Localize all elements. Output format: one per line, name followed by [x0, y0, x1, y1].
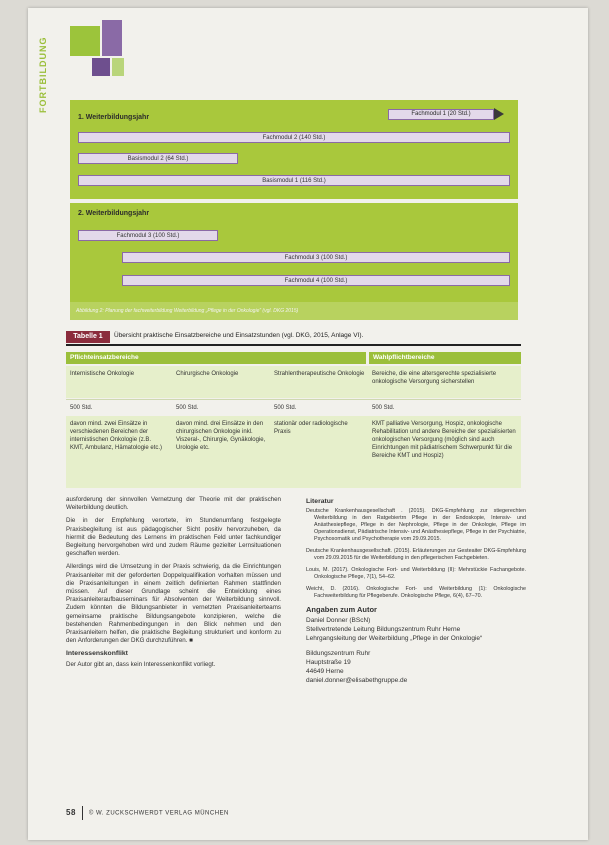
- module-bar-year2-0: Fachmodul 3 (100 Std.): [78, 230, 218, 241]
- table-cell: 500 Std.: [274, 405, 297, 411]
- literature-item: Weicht, D. (2016). Onkologische Fort- und Weiterbildung (1): Onkologische Fachweiterbildung für Pflegeberufe. Onkologische Pflege, 6(4), 67–70.: [306, 586, 526, 600]
- year2-label: 2. Weiterbildungsjahr: [78, 210, 150, 217]
- literature-item: Louis, M. (2017). Onkologische Fort- und Weiterbildung (II): Mehrstückie Fachangebote. Onkologische Pflege, 7(1), 54–62.: [306, 567, 526, 581]
- body-column-left: [66, 496, 281, 674]
- table-cell: Strahlentherapeutische Onkologie: [274, 371, 365, 377]
- table-cell: Internistische Onkologie: [70, 371, 135, 377]
- author-email[interactable]: daniel.donner@elisabethgruppe.de: [306, 677, 408, 685]
- table-rule: [66, 344, 521, 346]
- journal-logo: [70, 20, 125, 80]
- table-header-right: Wahlpflichtbereiche: [369, 352, 521, 364]
- module-bar-year1-0: Fachmodul 1 (20 Std.): [388, 109, 494, 120]
- body-paragraph: Allerdings wird die Umsetzung in der Praxis schwierig, da die Einrichtungen Praxisanleiter mit der geforderten Doppelqualifikation vorhalten müssen und die Praxisanleitungen in einem zeitlich definierten Rahmen stattfinden müssen. Auf dieser Grundlage scheint die Entwicklung eines Praxisanleiteraufbauseminars für Absolventen der Weiterbildung sinnvoll. Zudem könnten die Bildungsanbieter in vernetzten Praxisanleiterteams gemeinsame praktische Bildungsangebote konzipieren, welche die bestehenden Rahmenbedingungen in den Blick nehmen und den Praxisanleitern helfen, die praktische Begleitung strukturiert und konform zu den Anforderungen der DKG durchzuführen. ■: [66, 563, 281, 645]
- conflict-heading: Interessenskonflikt: [66, 650, 128, 658]
- author-line: 44649 Herne: [306, 668, 344, 676]
- author-line: Hauptstraße 19: [306, 659, 351, 667]
- figure-caption: Abbildung 2: Planung der fachweiterbildung Weiterbildung „Pflege in der Onkologie“ (vgl. DKG 2015): [70, 302, 518, 320]
- table-cell: KMT palliative Versorgung, Hospiz, onkologische Rehabilitation und andere Bereiche der spezialisierten onkologischen Versorgung (möglich sind auch Einrichtungen mit pädiatrischem Schwerpunkt für die Bereiche KMT und Hospiz): [372, 421, 516, 459]
- module-bar-year2-1: Fachmodul 3 (100 Std.): [122, 252, 510, 263]
- table-cell: Bereiche, die eine altersgerechte spezialisierte onkologische Versorgung sicherstellen: [372, 371, 497, 385]
- table-header-left: Pflichteinsatzbereiche: [66, 352, 366, 364]
- logo-square-purple: [102, 20, 122, 56]
- module-bar-year2-2: Fachmodul 4 (100 Std.): [122, 275, 510, 286]
- literature-heading: Literatur: [306, 498, 334, 505]
- body-paragraph: ausforderung der sinnvollen Vernetzung der Theorie mit der praktischen Weiterbildung deutlich.: [66, 496, 281, 512]
- page-footer: [66, 806, 229, 820]
- body-paragraph: Die in der Empfehlung verortete, im Stundenumfang festgelegte Praxisbegleitung ist aus pädagogischer Sicht positiv hervorzuheben, da hiermit die Bedeutung des Lernens im praktischen Feld unter fachkundiger Begleitung hervorgehoben wird und zudem Räume gezielter Lernsituationen geschaffen werden.: [66, 517, 281, 558]
- table-cell: 500 Std.: [176, 405, 199, 411]
- table-title: Übersicht praktische Einsatzbereiche und Einsatzstunden (vgl. DKG, 2015, Anlage VI).: [114, 332, 364, 339]
- module-bar-year1-1: Fachmodul 2 (140 Std.): [78, 132, 510, 143]
- table-cell: davon mind. drei Einsätze in den chirurgischen Onkologie inkl. Viszeral-, Chirurgie, Gynäkologie, Urologie etc.: [176, 421, 266, 451]
- logo-square-green: [70, 26, 100, 56]
- module-bar-year1-2: Basismodul 2 (64 Std.): [78, 153, 238, 164]
- year1-label: 1. Weiterbildungsjahr: [78, 114, 150, 121]
- author-line: Stellvertretende Leitung Bildungszentrum Ruhr Herne: [306, 626, 461, 634]
- training-plan-diagram: [70, 100, 518, 320]
- logo-square-light-green: [112, 58, 124, 76]
- body-column-right: [306, 496, 526, 685]
- table-row-divider: [66, 399, 521, 400]
- table-heading: [66, 330, 521, 344]
- author-line: Daniel Donner (BScN): [306, 617, 371, 625]
- footer-separator: [82, 806, 83, 820]
- literature-item: Deutsche Krankenhausgesellschaft . (2015). DKG-Empfehlung zur stiegerechten Weiterbildung in den Ratgebiertrn Pflege in der Endoskopie, Intensiv- und Anästhesiepflege, Pflege in der Nephrologie, Pflege in der Onkologie, Pflege im Operationsdienst, Pädiatrische Intensiv- und Anästhesiepflege, Pflege in der Psychiatrie, Psychosomatik und Psychotherapie vom 29.09.2015.: [306, 508, 526, 543]
- table-cell: davon mind. zwei Einsätze in verschiedenen Bereichen der internistischen Onkologie (z.B. KMT, Ambulanz, Hämatologie etc.): [70, 421, 163, 451]
- module-bar-year1-3: Basismodul 1 (116 Std.): [78, 175, 510, 186]
- table-cell: Chirurgische Onkologie: [176, 371, 239, 377]
- arrow-right-icon: [494, 108, 504, 120]
- author-line: Lehrgangsleitung der Weiterbildung „Pflege in der Onkologie“: [306, 635, 483, 643]
- section-label: FORTBILDUNG: [38, 36, 48, 113]
- conflict-text: Der Autor gibt an, dass kein Interessenkonflikt vorliegt.: [66, 660, 216, 668]
- literature-item: Deutsche Krankenhausgesellschaft. (2015). Erläuterungen zur Gesteaiter DKG-Empfehlung vom 29.09.2015 für die Weiterbildung in den pflegerischen Fachgebieten.: [306, 548, 526, 562]
- year-divider: [70, 199, 518, 203]
- table-cell: 500 Std.: [372, 405, 395, 411]
- table-cell: 500 Std.: [70, 405, 93, 411]
- page-number: 58: [66, 807, 76, 817]
- logo-square-dark-purple: [92, 58, 110, 76]
- author-heading: Angaben zum Autor: [306, 605, 377, 615]
- table-cell: stationär oder radiologische Praxis: [274, 421, 348, 435]
- author-line: Bildungszentrum Ruhr: [306, 650, 371, 658]
- publisher-line: © W. ZUCKSCHWERDT VERLAG MÜNCHEN: [88, 810, 229, 817]
- table-badge: Tabelle 1: [66, 331, 110, 343]
